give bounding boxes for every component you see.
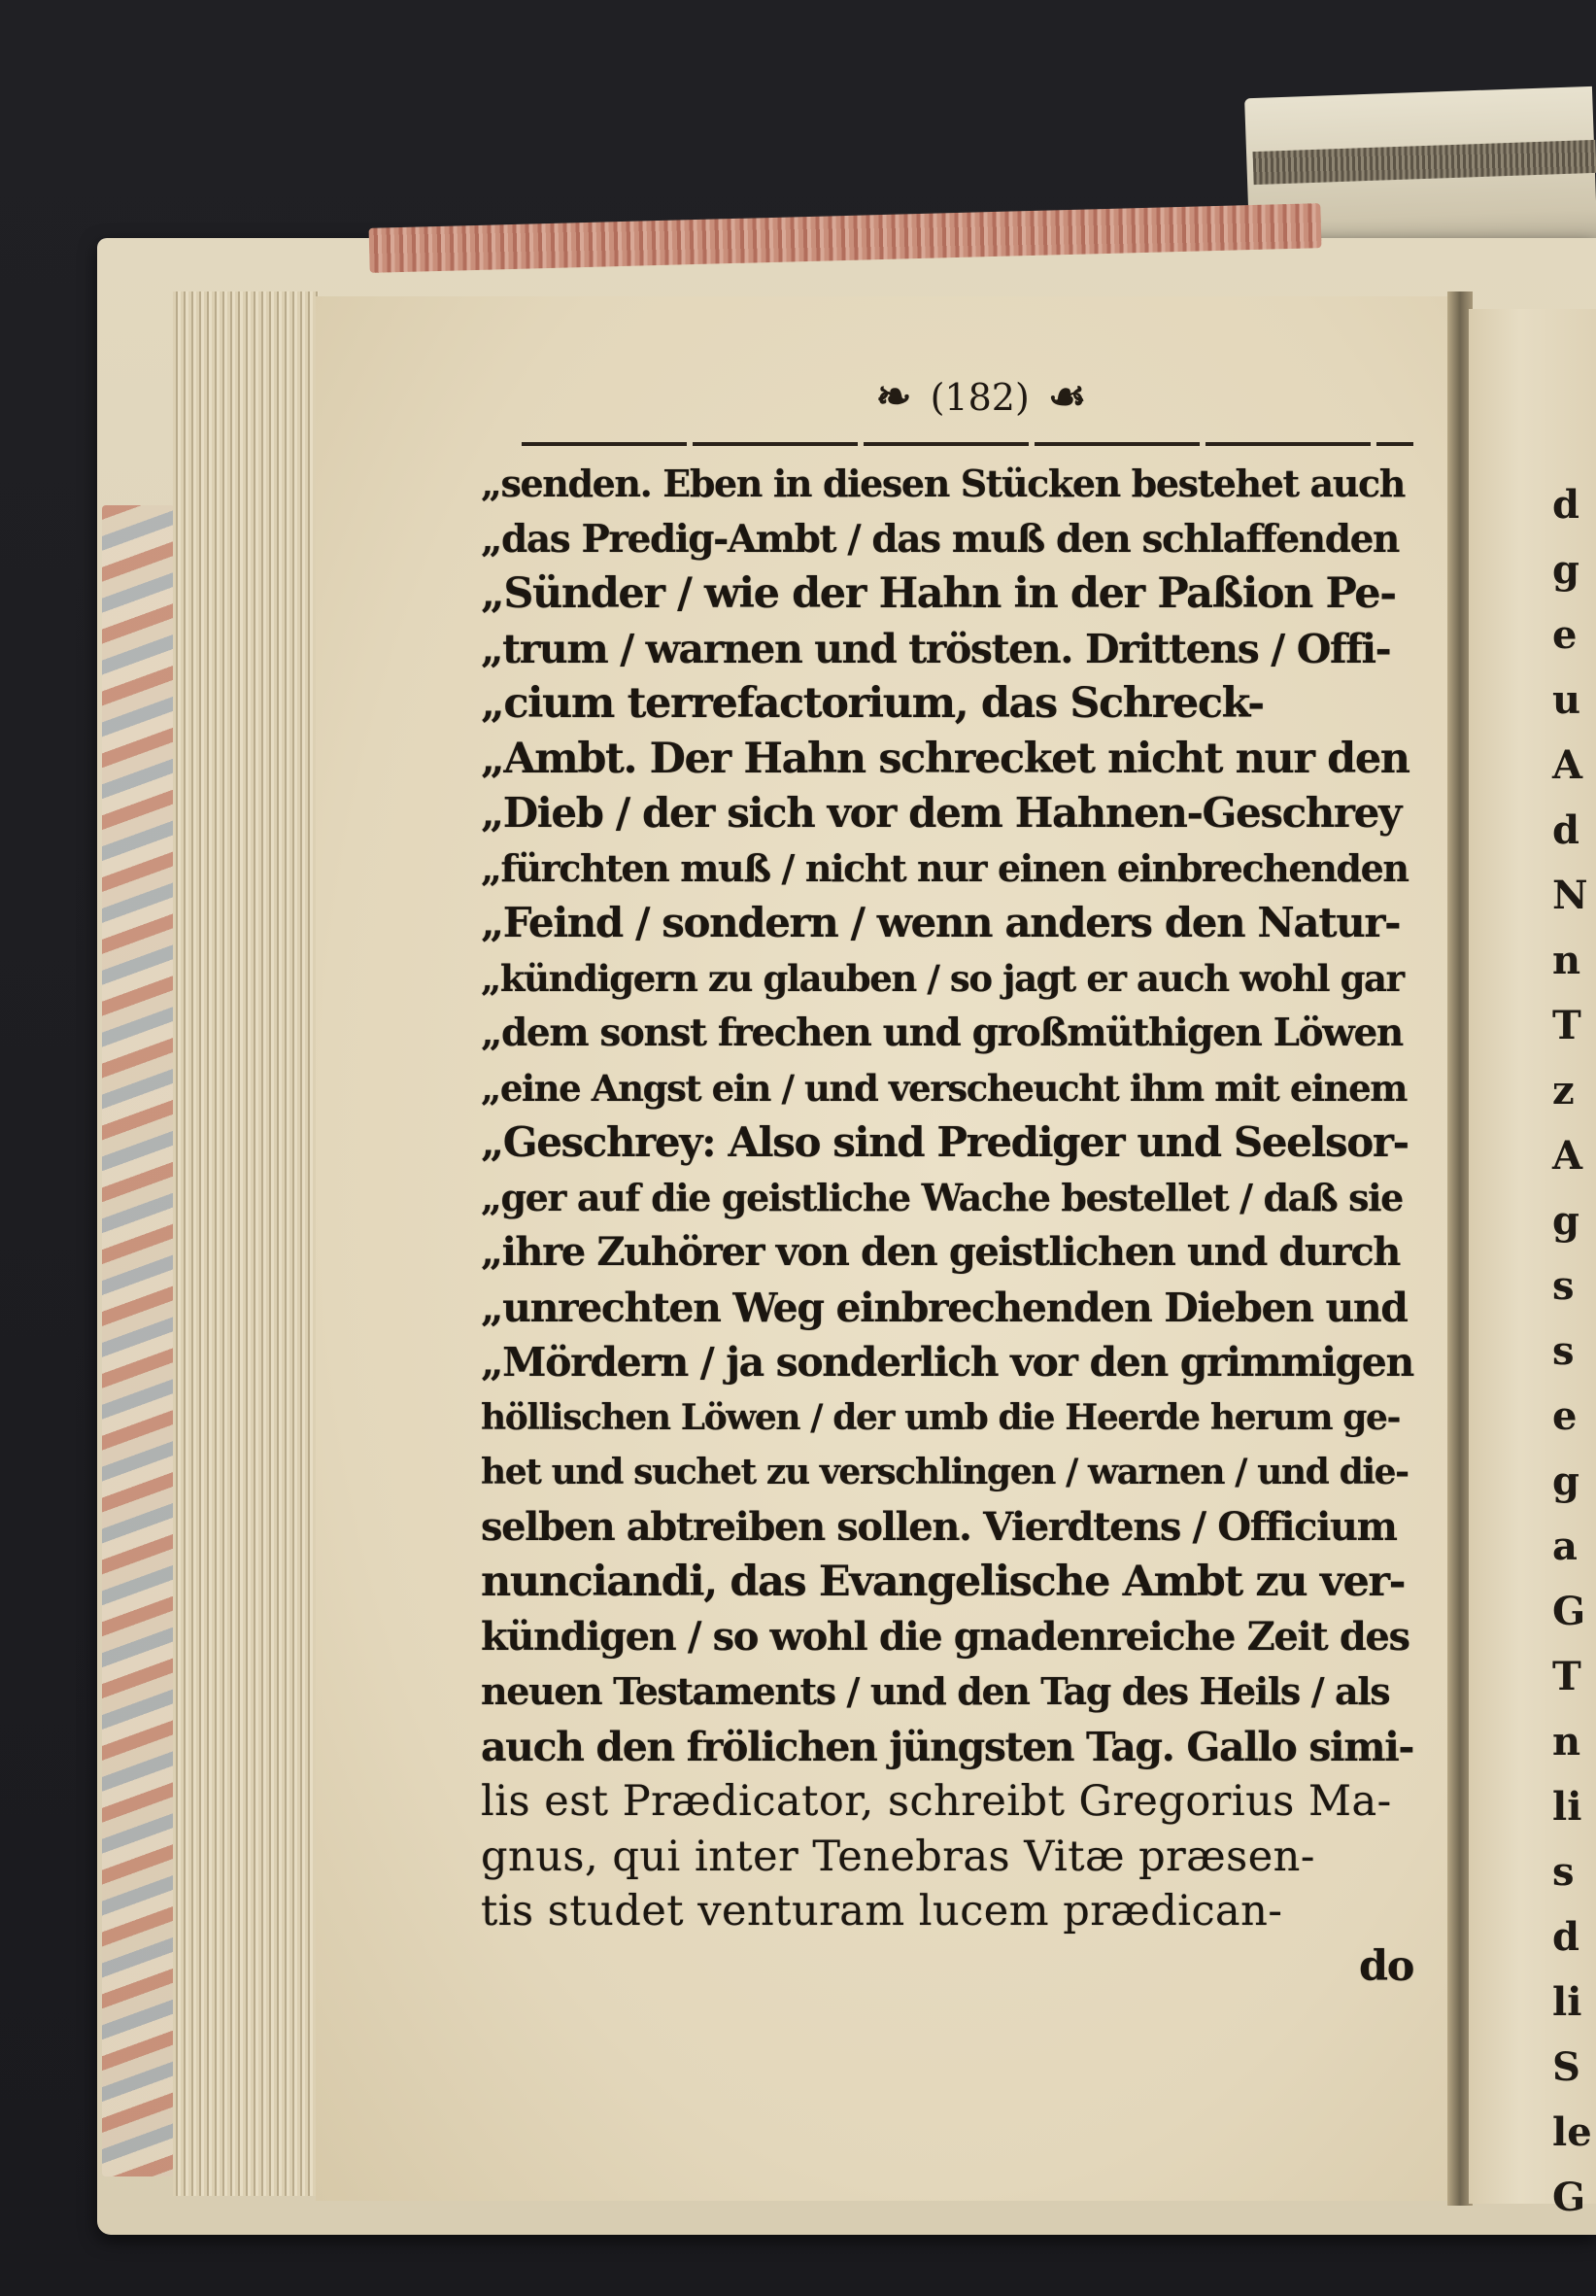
ornament-right-icon: ☙: [1047, 372, 1087, 422]
facing-page-letter: G: [1552, 1589, 1586, 1634]
marbled-fore-edge: [102, 505, 175, 2176]
facing-page-letter: d: [1552, 482, 1579, 528]
text-line: nunciandi, das Evangelische Ambt zu ver-: [481, 1558, 1406, 1606]
text-line: „cium terrefactorium, das Schreck-: [481, 679, 1264, 728]
facing-page-letter: T: [1552, 1003, 1581, 1048]
facing-page-letter: A: [1552, 742, 1583, 788]
text-line: „Ambt. Der Hahn schrecket nicht nur den: [481, 734, 1409, 783]
facing-page-letter: li: [1552, 1979, 1582, 2025]
facing-page-letter: u: [1552, 677, 1581, 723]
facing-page-letter: d: [1552, 807, 1579, 853]
text-line: „kündigern zu glauben / so jagt er auch wohl gar: [481, 956, 1404, 1000]
facing-page-letter: li: [1552, 1784, 1582, 1830]
facing-page-letter: g: [1552, 547, 1579, 593]
facing-page-letter: z: [1552, 1068, 1575, 1114]
text-line: het und suchet zu verschlingen / warnen / und die-: [481, 1452, 1409, 1492]
facing-page-letter: g: [1552, 1458, 1579, 1504]
text-line: „Geschrey: Also sind Prediger und Seelsor-: [481, 1118, 1409, 1166]
facing-page-letter: N: [1552, 873, 1588, 918]
text-line: neuen Testaments / und den Tag des Heils / als: [481, 1669, 1390, 1713]
text-line: „Sünder / wie der Hahn in der Paßion Pe-: [481, 569, 1396, 618]
facing-page-letter: T: [1552, 1654, 1581, 1699]
text-line: „Dieb / der sich vor dem Hahnen-Geschrey: [481, 789, 1401, 837]
page-stack: [173, 291, 319, 2196]
text-line: „ihre Zuhörer von den geistlichen und durch: [481, 1229, 1400, 1275]
text-line: „Feind / sondern / wenn anders den Natur-: [481, 899, 1401, 946]
text-line: „unrechten Weg einbrechenden Dieben und: [481, 1284, 1408, 1331]
facing-page-letter: le: [1552, 2109, 1592, 2155]
page-number: (182): [930, 375, 1030, 419]
facing-page-letter: a: [1552, 1524, 1578, 1569]
facing-page-letter: n: [1552, 938, 1581, 983]
text-line: kündigen / so wohl die gnadenreiche Zeit des: [481, 1613, 1409, 1660]
facing-page-letter: s: [1552, 1263, 1575, 1309]
text-line: „dem sonst frechen und großmüthigen Löwen: [481, 1011, 1403, 1055]
ornament-left-icon: ❧: [875, 372, 912, 422]
text-line: höllischen Löwen / der umb die Heerde herum ge-: [481, 1396, 1401, 1438]
text-line: „Mördern / ja sonderlich vor den grimmigen: [481, 1339, 1413, 1386]
facing-page-letter: e: [1552, 612, 1578, 658]
text-line: „ger auf die geistliche Wache bestellet / daß sie: [481, 1175, 1403, 1219]
facing-page-letter: g: [1552, 1198, 1579, 1244]
text-line: „eine Angst ein / und verscheucht ihm mit einem: [481, 1066, 1408, 1110]
text-line: „senden. Eben in diesen Stücken bestehet auch: [481, 462, 1405, 505]
page-header: [816, 372, 1146, 440]
facing-page-letter: e: [1552, 1393, 1578, 1439]
text-line: „fürchten muß / nicht nur einen einbrechenden: [481, 845, 1409, 890]
catchword: do: [1359, 1941, 1413, 1991]
facing-page-letter: S: [1552, 2044, 1580, 2090]
facing-page-letter: s: [1552, 1328, 1575, 1374]
text-line: „trum / warnen und trösten. Drittens / Offi-: [481, 625, 1391, 672]
header-rule: [522, 442, 1413, 446]
text-line: „das Predig-Ambt / das muß den schlaffenden: [481, 516, 1399, 562]
facing-page-letter: s: [1552, 1849, 1575, 1895]
text-line: selben abtreiben sollen. Vierdtens / Officium: [481, 1503, 1397, 1550]
text-line: gnus, qui inter Tenebras Vitæ præsen-: [481, 1832, 1315, 1881]
facing-page-letter: A: [1552, 1133, 1583, 1179]
text-line: auch den frölichen jüngsten Tag. Gallo simi-: [481, 1723, 1413, 1770]
facing-page-letter: n: [1552, 1719, 1581, 1765]
text-line: lis est Prædicator, schreibt Gregorius Ma-: [481, 1777, 1392, 1826]
facing-page-letter: G: [1552, 2175, 1586, 2220]
facing-page-letter: d: [1552, 1914, 1579, 1960]
text-line: tis studet venturam lucem prædican-: [481, 1887, 1283, 1936]
